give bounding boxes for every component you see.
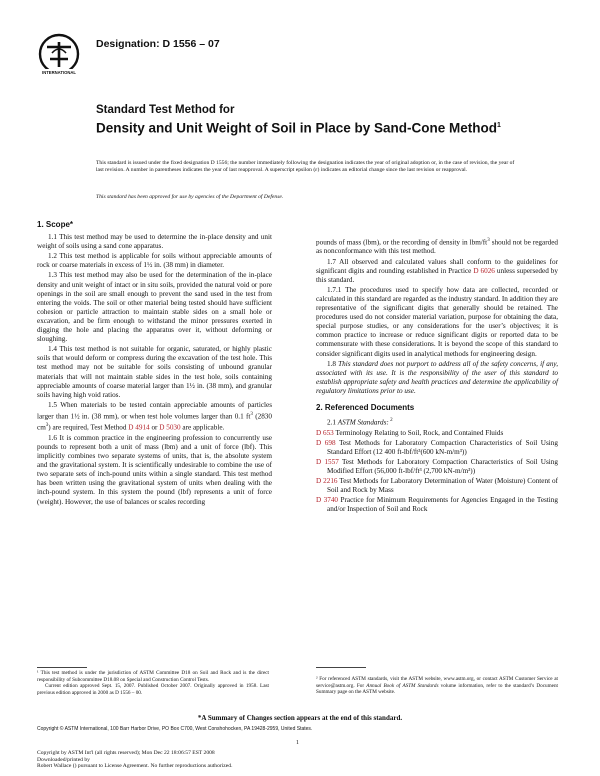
footnote-2-text-b: volume information, refer to the standard’s Document Summary page on the ASTM website. [316, 682, 558, 696]
link-d4914[interactable]: D 4914 [128, 423, 150, 432]
para-1-6: 1.6 It is common practice in the engineering profession to concurrently use pounds to represent both a unit of mass (lbm) and a unit of force (lbf). This implicitly combines two separate systems of units, that is, the absolute system and the gravitational system. It is scientifically undesirable to combine the use of two separate sets of inch-pound units within a single standard. This test method has been written using the gravitational system of units when dealing with the inch-pound system. In this system the pound (lbf) represents a unit of force (weight). However, the use of balances or scales recording [37, 433, 272, 506]
approval-note: This standard has been approved for use by agencies of the Department of Defense. [96, 194, 284, 200]
link-d6026[interactable]: D 6026 [473, 266, 495, 275]
reference-link-d3740[interactable]: D 3740 [316, 496, 339, 505]
logo-text: INTERNATIONAL [42, 70, 76, 75]
para-1-5-sup-2: 3 [45, 423, 49, 429]
para-1-6-cont-a: pounds of mass (lbm), or the recording of density in lbm/ft [316, 238, 488, 247]
reference-text: Terminology Relating to Soil, Rock, and Contained Fluids [333, 428, 504, 437]
footnote-2-italic: Annual Book of ASTM Standards [366, 682, 439, 689]
para-2-1 [316, 416, 558, 427]
license-line-2: Downloaded/printed by [37, 756, 90, 763]
license-line-3: Robert Wallace () pursuant to License Agreement. No further reproductions authorized. [37, 763, 233, 769]
para-2-1-mark: 2 [388, 418, 393, 424]
para-1-3: 1.3 This test method may also be used for the determination of the in-place density and unit weight of intact or in situ soils, provided the natural void or pore openings in the soil are small enough to prevent the sand used in the test from entering the voids. The soil or other material being tested should have sufficient cohesion or particle attraction to maintain stable sides on a small hole or excavation, and be firm enough to withstand the minor pressures exerted in digging the hole and placing the apparatus over it, without deforming or sloughing. [37, 271, 272, 344]
footnote-2 [316, 676, 558, 696]
reference-link-d1557[interactable]: D 1557 [316, 457, 339, 466]
para-1-2: 1.2 This test method is applicable for soils without appreciable amounts of rock or coarse materials in excess of 1½ in. (38 mm) in diameter. [37, 252, 272, 270]
link-d5030[interactable]: D 5030 [159, 423, 181, 432]
reference-item [316, 439, 558, 457]
para-1-5-text-b: (2830 cm [37, 412, 272, 432]
footnote-1-text-a: ¹ This test method is under the jurisdiction of ASTM Committee D18 on Soil and Rock and is the direct responsibility of Subcommittee D18.08 on Special and Construction Control Tests. [37, 670, 269, 683]
standard-issue-note: This standard is issued under the fixed designation D 1556; the number immediately following the designation indicates the year of original adoption or, in the case of revision, the year of last revision. A number in parentheses indicates the year of last reapproval. A superscript epsilon (ε) indicates an editorial change since the last revision or reapproval. [96, 160, 515, 174]
title-block [96, 103, 526, 137]
para-1-1: 1.1 This test method may be used to determine the in-place density and unit weight of soils using a sand cone apparatus. [37, 233, 272, 251]
title-prefix: Standard Test Method for [96, 104, 235, 116]
footnote-rule-left [37, 667, 87, 668]
para-1-8-num: 1.8 [327, 359, 339, 368]
title-text: Density and Unit Weight of Soil in Place by Sand-Cone Method [96, 120, 498, 136]
para-1-7-end: unless superseded by this standard. [316, 266, 558, 284]
para-2-1-num: 2.1 [327, 418, 338, 427]
right-column [316, 236, 558, 515]
para-1-6-cont-sup: 3 [487, 238, 490, 243]
left-column [37, 213, 272, 508]
reference-link-d653[interactable]: D 653 [316, 428, 334, 437]
para-1-7 [316, 258, 558, 285]
license-line-1: Copyright by ASTM Int'l (all rights reserved); Mon Dec 22 18:06:57 EST 2008 [37, 750, 215, 756]
references-heading: 2. Referenced Documents [316, 402, 415, 412]
footnote-1 [37, 670, 269, 696]
scope-heading: 1. Scope* [37, 220, 74, 229]
summary-note: *A Summary of Changes section appears at the end of this standard. [197, 714, 403, 722]
copyright-line: Copyright © ASTM International, 100 Barr Harbor Drive, PO Box C700, West Conshohocken, PA 19428-2959, United States. [37, 726, 313, 732]
reference-item [316, 477, 558, 495]
reference-item [316, 496, 558, 514]
reference-item [316, 429, 558, 438]
para-1-5-text-a: 1.5 When materials to be tested contain appreciable amounts of particles larger than 1½ in. (38 mm), or when test hole volumes larger than 0.1 ft [37, 400, 272, 421]
reference-text: Test Methods for Laboratory Compaction Characteristics of Soil Using Standard Effort (12 400 ft-lbf/ft³(600 kN-m/m³)) [327, 438, 558, 456]
para-1-8-text: This standard does not purport to address all of the safety concerns, if any, associated with its use. It is the responsibility of the user of this standard to establish appropriate safety and health practices and determine the applicability of regulatory limitations prior to use. [316, 359, 558, 395]
reference-item [316, 458, 558, 476]
page-number: 1 [296, 740, 299, 746]
para-2-1-label: ASTM Standards: [337, 418, 389, 427]
para-1-5-or: or [149, 423, 160, 432]
para-1-4: 1.4 This test method is not suitable for organic, saturated, or highly plastic soils that would deform or compress during the excavation of the test hole. This test method may not be suitable for soils consisting of unbound granular materials that will not maintain stable sides in the test hole, soils containing appreciable amounts of coarse material larger than 1½ in. (38 mm), and granular soils having high void ratios. [37, 345, 272, 399]
title-footnote-mark: 1 [497, 122, 501, 129]
reference-text: Practice for Minimum Requirements for Agencies Engaged in the Testing and/or Inspection of Soil and Rock [327, 496, 558, 514]
designation: Designation: D 1556 – 07 [96, 38, 220, 50]
reference-text: Test Methods for Laboratory Determination of Water (Moisture) Content of Soil and Rock by Mass [327, 477, 558, 495]
para-1-5-sup-1: 3 [250, 411, 253, 417]
para-1-6-cont-b: should not be regarded as nonconformance with this test method. [316, 238, 558, 256]
para-1-5-text-c: ) are required, Test Method [48, 423, 129, 432]
reference-link-d698[interactable]: D 698 [316, 438, 336, 447]
license-block [37, 750, 232, 770]
title-main [96, 118, 526, 137]
footnote-2-text-a: ² For referenced ASTM standards, visit the ASTM website, www.astm.org, or contact ASTM Customer Service at service@astm.org. For [316, 676, 558, 689]
astm-logo [38, 33, 80, 75]
footnote-rule-right [316, 667, 366, 668]
para-1-5 [37, 401, 272, 433]
reference-text: Test Methods for Laboratory Compaction Characteristics of Soil Using Modified Effort (56,000 ft-lbf/ft³ (2,700 kN-m/m³)) [327, 457, 558, 475]
para-1-7-text: 1.7 All observed and calculated values shall conform to the guidelines for significant digits and rounding established in Practice [316, 257, 558, 275]
para-1-8 [316, 360, 558, 396]
footnote-1-text-b: Current edition approved Sept. 15, 2007. Published October 2007. Originally approved in 1958. Last previous edition approved in 2000 as D 1556 – 00. [37, 683, 269, 696]
para-1-7-1: 1.7.1 The procedures used to specify how data are collected, recorded or calculated in this standard are regarded as the industry standard. In addition they are representative of the significant digits that generally should be retained. The procedures used do not consider material variation, purpose for obtaining the data, special purpose studies, or any considerations for the user’s objectives; it is common practice to increase or reduce significant digits or reported data to be commensurate with these considerations. It is beyond the scope of this standard to consider significant digits used in analytical methods for engineering design. [316, 285, 558, 358]
para-1-6-cont [316, 236, 558, 257]
reference-link-d2216[interactable]: D 2216 [316, 477, 338, 486]
para-1-5-end: are applicable. [180, 423, 225, 432]
